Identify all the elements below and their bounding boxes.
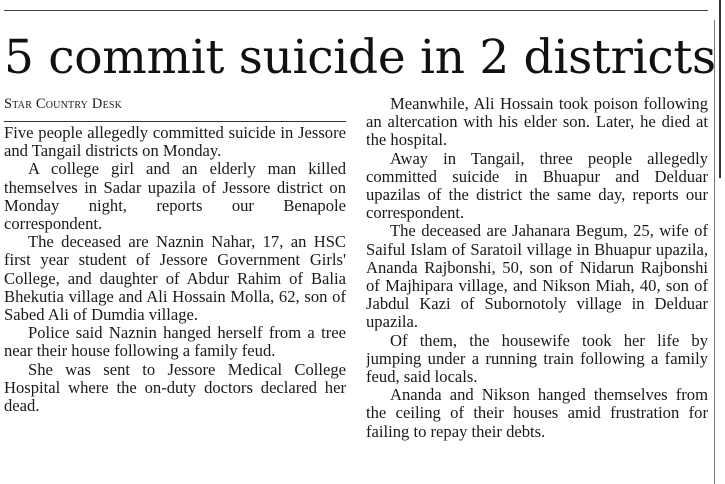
headline: 5 commit suicide in 2 districts (4, 30, 716, 85)
paragraph: Police said Naznin hanged herself from a tree near their house following a family feud. (4, 323, 346, 361)
paragraph: Away in Tangail, three people allegedly committed suicide in Bhuapur and Delduar upazilas of the district the same day, reports our correspondent. (366, 148, 708, 223)
article-column-left (4, 95, 346, 479)
top-rule (4, 10, 708, 11)
column-edge-rule (714, 20, 715, 484)
paragraph: Of them, the housewife took her life by jumping under a running train following a family feud, said locals. (366, 330, 708, 387)
byline: Star Country Desk (4, 96, 123, 112)
article-column-right (366, 95, 708, 479)
paragraph: She was sent to Jessore Medical College Hospital where the on-duty doctors declared her dead. (4, 359, 346, 416)
paragraph: Ananda and Nikson hanged themselves from the ceiling of their houses amid frustration for failing to repay their debts. (366, 385, 708, 441)
paragraph: Meanwhile, Ali Hossain took poison following an altercation with his elder son. Later, he died at the hospital. (366, 95, 708, 150)
right-edge-rule (719, 0, 721, 178)
paragraph: The deceased are Jahanara Begum, 25, wife of Saiful Islam of Saratoil village in Bhuapur upazila, Ananda Rajbonshi, 50, son of Nidarun Rajbonshi of Majhipara village, and Nikson Miah, 40, son of Jabdul Kazi of Subornotoly village in Delduar upazila. (366, 221, 708, 332)
paragraph: Five people allegedly committed suicide in Jessore and Tangail districts on Monday. (4, 123, 346, 161)
paragraph: A college girl and an elderly man killed themselves in Sadar upazila of Jessore district on Monday night, reports our Benapole correspondent. (4, 159, 346, 234)
paragraph: The deceased are Naznin Nahar, 17, an HSC first year student of Jessore Government Girls' College, and daughter of Abdur Rahim of Balia Bhekutia village and Ali Hossain Molla, 62, son of Sabed Ali of Dumdia village. (4, 232, 346, 325)
